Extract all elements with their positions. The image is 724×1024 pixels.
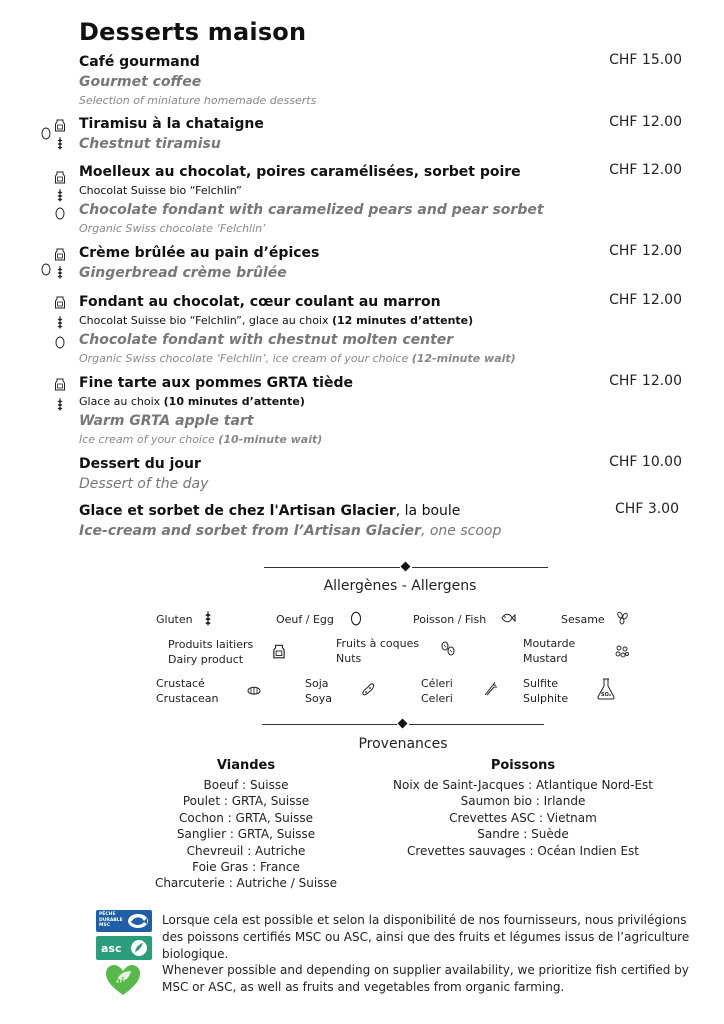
menu-item — [79, 373, 639, 449]
list-item: Sandre : Suède — [477, 827, 569, 842]
organic-bio-logo-text: bio — [114, 977, 130, 987]
item-name-fr: Glace et sorbet de chez l'Artisan Glacier — [79, 503, 396, 519]
item-name-en: Ice-cream and sorbet from l’Artisan Glacier — [79, 523, 421, 539]
item-price: CHF 12.00 — [609, 243, 682, 259]
item-name-fr: Dessert du jour — [79, 456, 201, 472]
item-name-en: Chocolate fondant with caramelized pears and pear sorbet — [79, 202, 544, 218]
item-desc-en: Ice cream of your choice — [79, 433, 219, 446]
menu-item — [79, 162, 639, 238]
item-price: CHF 12.00 — [609, 162, 682, 178]
allergen-label: Gluten — [156, 613, 193, 626]
gluten-icon — [54, 265, 66, 279]
list-item: Cochon : GRTA, Suisse — [179, 810, 313, 825]
menu-item — [79, 454, 639, 494]
item-wait-en: (10-minute wait) — [218, 433, 323, 446]
sulphite-icon — [596, 678, 616, 700]
msc-logo-text: PÊCHE DURABLE MSC — [99, 912, 123, 928]
gluten-icon — [200, 610, 216, 626]
item-name-en: Gourmet coffee — [79, 74, 202, 90]
sourcing-note-en: Whenever possible and depending on supplier availability, we prioritize fish certified by MSC or ASC, as well as fruits and vegetables from organic farming. — [162, 963, 689, 994]
divider — [264, 561, 548, 573]
allergen-label: Soja — [305, 677, 329, 690]
item-suffix-fr: , la boule — [395, 503, 461, 519]
allergen-label: Céleri — [421, 677, 453, 690]
item-desc-fr: Chocolat Suisse bio “Felchlin”, glace au choix — [79, 314, 332, 327]
allergen-label: Poisson / Fish — [413, 613, 487, 626]
menu-item — [79, 292, 639, 368]
fish-icon — [500, 610, 516, 626]
item-suffix-en: , one scoop — [420, 523, 502, 539]
list-item: Charcuterie : Autriche / Suisse — [154, 876, 338, 891]
menu-item — [79, 501, 639, 541]
item-price: CHF 3.00 — [615, 501, 679, 517]
item-name-en: Warm GRTA apple tart — [79, 413, 254, 429]
item-name-fr: Café gourmand — [79, 54, 200, 70]
page-title: Desserts maison — [79, 18, 307, 46]
list-item: Boeuf : Suisse — [203, 778, 289, 792]
egg-icon — [40, 126, 52, 140]
provenances-heading: Provenances — [358, 736, 448, 752]
list-item: Noix de Saint-Jacques : Atlantique Nord-Est — [393, 778, 653, 792]
item-name-fr: Crème brûlée au pain d’épices — [79, 245, 320, 261]
list-item: Chevreuil : Autriche — [186, 843, 306, 858]
allergen-label-en: Sulphite — [523, 692, 569, 705]
mustard-icon — [614, 644, 630, 660]
asc-logo-text: asc — [101, 942, 122, 955]
item-desc-en: Organic Swiss chocolate ‘Felchlin’, ice cream of your choice — [79, 352, 412, 365]
sesame-icon — [615, 610, 631, 626]
item-desc-fr: Glace au choix — [79, 395, 164, 408]
fish-heading: Poissons — [490, 758, 556, 773]
item-wait-fr: (12 minutes d’attente) — [331, 314, 474, 327]
item-desc-en: Organic Swiss chocolate ‘Felchlin’ — [79, 222, 266, 235]
dairy-icon — [54, 377, 66, 391]
gluten-icon — [54, 136, 66, 150]
allergen-label: Moutarde — [523, 637, 576, 650]
list-item: Sanglier : GRTA, Suisse — [176, 827, 316, 842]
celery-icon — [482, 681, 498, 697]
divider — [262, 718, 544, 730]
allergen-label: Produits laitiers — [168, 638, 254, 651]
allergen-label-en: Nuts — [336, 652, 362, 665]
list-item: Crevettes sauvages : Océan Indien Est — [406, 843, 639, 858]
meat-heading: Viandes — [216, 758, 276, 773]
item-desc-fr: Chocolat Suisse bio “Felchlin” — [79, 184, 242, 197]
allergen-label-en: Soya — [305, 692, 332, 705]
dairy-icon — [54, 247, 66, 261]
allergen-label-en: Dairy product — [168, 653, 244, 666]
nuts-icon — [440, 641, 456, 657]
item-name-en: Chestnut tiramisu — [79, 136, 221, 152]
item-name-fr: Moelleux au chocolat, poires caramélisées, sorbet poire — [79, 164, 521, 180]
allergen-label-en: Crustacean — [156, 692, 219, 705]
dairy-icon — [54, 170, 66, 184]
item-name-fr: Fondant au chocolat, cœur coulant au marron — [79, 294, 441, 310]
list-item: Crevettes ASC : Vietnam — [449, 810, 597, 825]
gluten-icon — [54, 315, 66, 329]
allergen-label: Sesame — [561, 613, 605, 626]
item-name-en: Dessert of the day — [79, 476, 209, 492]
item-name-en: Chocolate fondant with chestnut molten center — [79, 332, 454, 348]
dairy-icon — [271, 643, 287, 659]
soy-icon — [360, 681, 376, 697]
dairy-icon — [54, 295, 66, 309]
egg-icon — [54, 206, 66, 220]
allergen-label: Fruits à coques — [336, 637, 420, 650]
allergen-label: Crustacé — [156, 677, 205, 690]
egg-icon — [54, 335, 66, 349]
allergen-label-en: Celeri — [421, 692, 453, 705]
menu-item — [79, 52, 639, 110]
allergen-label-en: Mustard — [523, 652, 568, 665]
allergens-heading: Allergènes - Allergens — [323, 578, 477, 594]
item-wait-en: (12-minute wait) — [411, 352, 516, 365]
item-name-fr: Tiramisu à la chataigne — [79, 116, 264, 132]
list-item: Foie Gras : France — [192, 860, 300, 875]
item-price: CHF 12.00 — [609, 373, 682, 389]
allergen-label: Sulfite — [523, 677, 559, 690]
item-price: CHF 15.00 — [609, 52, 682, 68]
egg-icon — [40, 262, 52, 276]
item-name-fr: Fine tarte aux pommes GRTA tiède — [79, 375, 353, 391]
organic-bio-logo — [104, 963, 142, 997]
msc-logo — [96, 910, 152, 932]
dairy-icon — [54, 118, 66, 132]
sourcing-note-fr: Lorsque cela est possible et selon la disponibilité de nos fournisseurs, nous privilégions des poissons certifiés MSC ou ASC, ainsi que des fruits et légumes issus de l’agriculture biologique. — [162, 913, 690, 961]
allergen-label: Oeuf / Egg — [276, 613, 334, 626]
gluten-icon — [54, 188, 66, 202]
fish-list — [383, 777, 663, 859]
sulphite-icon-label: SO₂ — [600, 692, 612, 698]
menu-item — [79, 114, 639, 154]
meat-list — [136, 777, 356, 892]
crustacean-icon — [246, 682, 262, 698]
list-item: Poulet : GRTA, Suisse — [182, 794, 310, 809]
list-item: Saumon bio : Irlande — [460, 794, 586, 809]
item-desc-en: Selection of miniature homemade desserts — [79, 94, 317, 107]
item-price: CHF 12.00 — [609, 114, 682, 130]
egg-icon — [348, 610, 364, 626]
item-price: CHF 10.00 — [609, 454, 682, 470]
asc-logo — [96, 936, 152, 960]
menu-item — [79, 243, 639, 283]
item-wait-fr: (10 minutes d’attente) — [163, 395, 305, 408]
gluten-icon — [54, 397, 66, 411]
item-name-en: Gingerbread crème brûlée — [79, 265, 287, 281]
item-price: CHF 12.00 — [609, 292, 682, 308]
